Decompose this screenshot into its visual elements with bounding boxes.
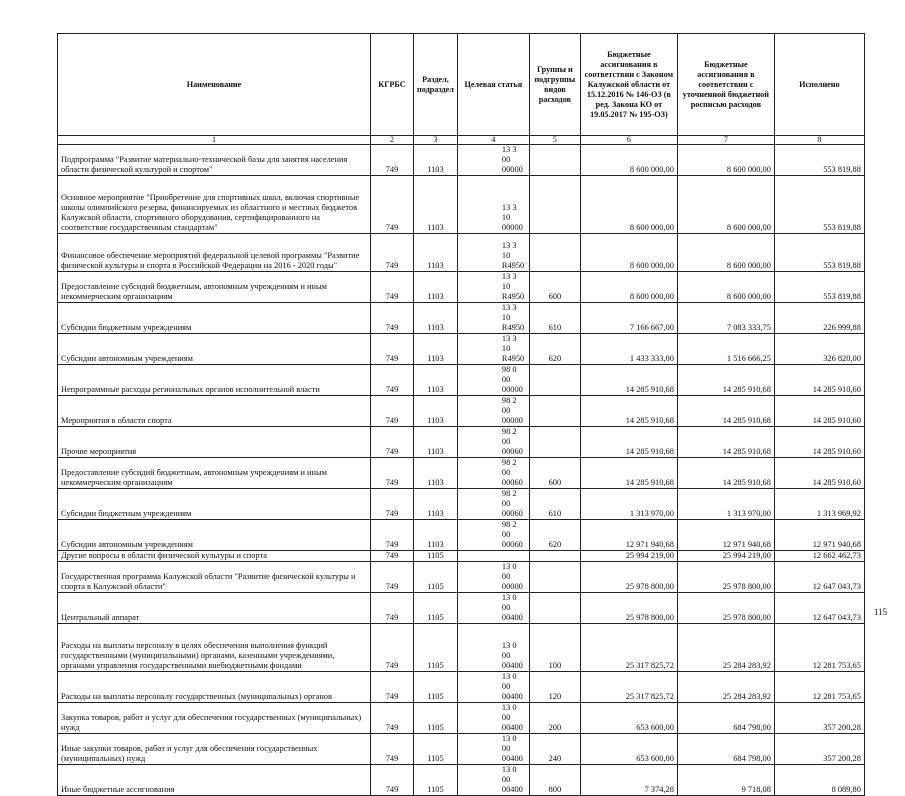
row-kgrbs: 749 <box>371 427 414 458</box>
row-section: 1105 <box>414 765 458 796</box>
table-row <box>58 562 865 593</box>
row-executed: 12 281 753,65 <box>774 672 864 703</box>
row-updated-allocation: 9 718,08 <box>677 765 774 796</box>
row-section: 1103 <box>414 458 458 489</box>
row-target: 98 2 00 00060 <box>457 489 529 520</box>
row-group: 100 <box>529 624 580 672</box>
column-number-row <box>58 136 865 145</box>
row-updated-allocation: 8 600 000,00 <box>677 234 774 272</box>
row-section: 1103 <box>414 520 458 551</box>
row-section: 1103 <box>414 396 458 427</box>
row-name: Мероприятия в области спорта <box>58 396 371 427</box>
row-updated-allocation: 14 285 910,68 <box>677 365 774 396</box>
row-target: 98 2 00 00060 <box>457 520 529 551</box>
row-target: 98 2 00 00060 <box>457 427 529 458</box>
row-name: Предоставление субсидий бюджетным, автономным учреждениям и иным некоммерческим организациям <box>58 272 371 303</box>
row-law-allocation: 1 313 970,00 <box>580 489 677 520</box>
row-group <box>529 145 580 176</box>
row-group: 200 <box>529 703 580 734</box>
row-updated-allocation: 1 313 970,00 <box>677 489 774 520</box>
row-law-allocation: 25 978 800,00 <box>580 593 677 624</box>
row-kgrbs: 749 <box>371 365 414 396</box>
row-target: 13 0 00 00400 <box>457 734 529 765</box>
row-law-allocation: 8 600 000,00 <box>580 145 677 176</box>
row-target <box>457 551 529 562</box>
row-group <box>529 562 580 593</box>
row-section: 1103 <box>414 272 458 303</box>
row-name: Основное мероприятие "Приобретение для спортивных школ, включая спортивные школы олимпийского резерва, финансируемых из областного и местных бюджетов Калужской области, спортивного оборудования, сертифицированного на соответствие государственным стандартам" <box>58 176 371 234</box>
table-row <box>58 145 865 176</box>
table-row <box>58 765 865 796</box>
row-target: 98 2 00 00060 <box>457 458 529 489</box>
row-kgrbs: 749 <box>371 176 414 234</box>
row-target: 13 3 10 R4950 <box>457 272 529 303</box>
row-law-allocation: 25 994 219,00 <box>580 551 677 562</box>
row-section: 1103 <box>414 489 458 520</box>
row-updated-allocation: 25 284 283,92 <box>677 624 774 672</box>
row-kgrbs: 749 <box>371 765 414 796</box>
row-kgrbs: 749 <box>371 624 414 672</box>
row-kgrbs: 749 <box>371 272 414 303</box>
table-row <box>58 458 865 489</box>
row-law-allocation: 7 374,28 <box>580 765 677 796</box>
row-section: 1103 <box>414 303 458 334</box>
row-target: 13 0 00 00400 <box>457 703 529 734</box>
row-name: Расходы на выплаты персоналу в целях обеспечения выполнения функций государственными (муниципальными) органами, казенными учреждениями, органами управления государственными внебюджетными фондами <box>58 624 371 672</box>
row-law-allocation: 1 433 333,00 <box>580 334 677 365</box>
row-kgrbs: 749 <box>371 458 414 489</box>
row-kgrbs: 749 <box>371 703 414 734</box>
row-section: 1103 <box>414 145 458 176</box>
table-row <box>58 703 865 734</box>
column-number: 4 <box>457 136 529 145</box>
row-updated-allocation: 684 798,00 <box>677 703 774 734</box>
row-target: 13 0 00 00000 <box>457 562 529 593</box>
column-number: 1 <box>58 136 371 145</box>
page-number: 115 <box>873 607 887 617</box>
row-group: 240 <box>529 734 580 765</box>
row-group: 120 <box>529 672 580 703</box>
row-group <box>529 551 580 562</box>
row-name: Закупка товаров, работ и услуг для обеспечения государственных (муниципальных) нужд <box>58 703 371 734</box>
header-kgrbs: КГРБС <box>371 34 414 136</box>
row-executed: 357 200,28 <box>774 734 864 765</box>
row-target: 98 2 00 00000 <box>457 396 529 427</box>
row-group: 620 <box>529 334 580 365</box>
row-law-allocation: 14 285 910,68 <box>580 396 677 427</box>
row-updated-allocation: 14 285 910,68 <box>677 396 774 427</box>
row-executed: 14 285 910,60 <box>774 458 864 489</box>
header-target: Целевая статья <box>457 34 529 136</box>
row-section: 1103 <box>414 365 458 396</box>
row-name: Субсидии бюджетным учреждениям <box>58 489 371 520</box>
row-target: 13 0 00 00400 <box>457 672 529 703</box>
row-updated-allocation: 1 516 666,25 <box>677 334 774 365</box>
row-updated-allocation: 8 600 000,00 <box>677 176 774 234</box>
row-name: Государственная программа Калужской области "Развитие физической культуры и спорта в Калужской области" <box>58 562 371 593</box>
row-kgrbs: 749 <box>371 303 414 334</box>
row-kgrbs: 749 <box>371 489 414 520</box>
row-group <box>529 593 580 624</box>
header-executed: Исполнено <box>774 34 864 136</box>
row-target: 13 3 10 00000 <box>457 176 529 234</box>
header-row <box>58 34 865 136</box>
header-updated-allocations: Бюджетные ассигнования в соответствии с уточненной бюджетной росписью расходов <box>677 34 774 136</box>
table-row <box>58 176 865 234</box>
row-law-allocation: 12 971 940,68 <box>580 520 677 551</box>
row-law-allocation: 25 978 800,00 <box>580 562 677 593</box>
row-group <box>529 396 580 427</box>
row-updated-allocation: 12 971 940,68 <box>677 520 774 551</box>
row-law-allocation: 8 600 000,00 <box>580 272 677 303</box>
row-section: 1103 <box>414 334 458 365</box>
row-kgrbs: 749 <box>371 334 414 365</box>
table-row <box>58 365 865 396</box>
table-row <box>58 624 865 672</box>
row-group <box>529 427 580 458</box>
row-target: 98 0 00 00000 <box>457 365 529 396</box>
row-updated-allocation: 25 994 219,00 <box>677 551 774 562</box>
row-name: Непрограммные расходы региональных органов исполнительной власти <box>58 365 371 396</box>
row-executed: 14 285 910,60 <box>774 396 864 427</box>
row-executed: 226 999,88 <box>774 303 864 334</box>
row-name: Иные бюджетные ассигнования <box>58 765 371 796</box>
row-name: Прочие мероприятия <box>58 427 371 458</box>
row-executed: 8 089,80 <box>774 765 864 796</box>
row-group <box>529 234 580 272</box>
header-name: Наименование <box>58 34 371 136</box>
table-row <box>58 303 865 334</box>
row-name: Финансовое обеспечение мероприятий федеральной целевой программы "Развитие физической культуры и спорта в Российской Федерации на 2016 - 2020 годы" <box>58 234 371 272</box>
row-kgrbs: 749 <box>371 734 414 765</box>
table-row <box>58 234 865 272</box>
table-row <box>58 551 865 562</box>
column-number: 6 <box>580 136 677 145</box>
table-row <box>58 672 865 703</box>
row-updated-allocation: 25 284 283,92 <box>677 672 774 703</box>
row-executed: 553 819,88 <box>774 234 864 272</box>
row-section: 1105 <box>414 551 458 562</box>
row-group: 620 <box>529 520 580 551</box>
row-kgrbs: 749 <box>371 551 414 562</box>
row-name: Субсидии автономным учреждениям <box>58 334 371 365</box>
row-group: 610 <box>529 303 580 334</box>
budget-table <box>57 33 865 796</box>
row-executed: 553 819,88 <box>774 145 864 176</box>
row-target: 13 3 10 R4950 <box>457 334 529 365</box>
table-row <box>58 593 865 624</box>
row-law-allocation: 25 317 825,72 <box>580 624 677 672</box>
row-section: 1105 <box>414 672 458 703</box>
row-kgrbs: 749 <box>371 234 414 272</box>
row-executed: 12 281 753,65 <box>774 624 864 672</box>
row-law-allocation: 8 600 000,00 <box>580 234 677 272</box>
row-updated-allocation: 14 285 910,68 <box>677 427 774 458</box>
row-executed: 14 285 910,60 <box>774 427 864 458</box>
row-executed: 12 647 043,73 <box>774 562 864 593</box>
row-executed: 326 820,00 <box>774 334 864 365</box>
row-law-allocation: 14 285 910,68 <box>580 365 677 396</box>
row-kgrbs: 749 <box>371 562 414 593</box>
row-executed: 12 662 462,73 <box>774 551 864 562</box>
row-updated-allocation: 14 285 910,68 <box>677 458 774 489</box>
row-target: 13 3 10 R4950 <box>457 234 529 272</box>
column-number: 8 <box>774 136 864 145</box>
row-name: Центральный аппарат <box>58 593 371 624</box>
row-executed: 553 819,88 <box>774 176 864 234</box>
row-executed: 1 313 969,92 <box>774 489 864 520</box>
row-target: 13 0 00 00400 <box>457 593 529 624</box>
row-section: 1105 <box>414 562 458 593</box>
row-updated-allocation: 25 978 800,00 <box>677 593 774 624</box>
row-kgrbs: 749 <box>371 145 414 176</box>
row-law-allocation: 8 600 000,00 <box>580 176 677 234</box>
row-group: 600 <box>529 458 580 489</box>
table-row <box>58 427 865 458</box>
row-updated-allocation: 8 600 000,00 <box>677 145 774 176</box>
row-section: 1105 <box>414 624 458 672</box>
row-kgrbs: 749 <box>371 672 414 703</box>
row-updated-allocation: 7 083 333,75 <box>677 303 774 334</box>
row-group: 800 <box>529 765 580 796</box>
row-section: 1103 <box>414 234 458 272</box>
header-law-allocations: Бюджетные ассигнования в соответствии с Законом Калужской области от 15.12.2016 № 146-ОЗ (в ред. Закона КО от 19.05.2017 № 195-ОЗ) <box>580 34 677 136</box>
row-section: 1103 <box>414 427 458 458</box>
row-section: 1103 <box>414 176 458 234</box>
row-law-allocation: 653 600,00 <box>580 703 677 734</box>
row-target: 13 0 00 00400 <box>457 624 529 672</box>
row-updated-allocation: 25 978 800,00 <box>677 562 774 593</box>
row-law-allocation: 7 166 667,00 <box>580 303 677 334</box>
row-kgrbs: 749 <box>371 593 414 624</box>
row-kgrbs: 749 <box>371 396 414 427</box>
row-name: Субсидии автономным учреждениям <box>58 520 371 551</box>
column-number: 2 <box>371 136 414 145</box>
column-number: 7 <box>677 136 774 145</box>
header-groups: Группы и подгруппы видов расходов <box>529 34 580 136</box>
row-law-allocation: 14 285 910,68 <box>580 427 677 458</box>
row-executed: 12 971 940,68 <box>774 520 864 551</box>
row-group: 600 <box>529 272 580 303</box>
row-section: 1105 <box>414 593 458 624</box>
row-name: Расходы на выплаты персоналу государственных (муниципальных) органов <box>58 672 371 703</box>
row-executed: 357 200,28 <box>774 703 864 734</box>
row-name: Подпрограмма "Развитие материально-технической базы для занятия населения области физической культурой и спортом" <box>58 145 371 176</box>
row-target: 13 3 10 R4950 <box>457 303 529 334</box>
row-name: Предоставление субсидий бюджетным, автономным учреждениям и иным некоммерческим организациям <box>58 458 371 489</box>
row-kgrbs: 749 <box>371 520 414 551</box>
row-executed: 12 647 043,73 <box>774 593 864 624</box>
row-group <box>529 365 580 396</box>
row-law-allocation: 25 317 825,72 <box>580 672 677 703</box>
table-row <box>58 489 865 520</box>
column-number: 3 <box>414 136 458 145</box>
row-group: 610 <box>529 489 580 520</box>
row-updated-allocation: 684 798,00 <box>677 734 774 765</box>
column-number: 5 <box>529 136 580 145</box>
table-row <box>58 396 865 427</box>
table-row <box>58 520 865 551</box>
row-target: 13 3 00 00000 <box>457 145 529 176</box>
row-name: Субсидии бюджетным учреждениям <box>58 303 371 334</box>
row-law-allocation: 653 600,00 <box>580 734 677 765</box>
row-name: Иные закупки товаров, работ и услуг для обеспечения государственных (муниципальных) нужд <box>58 734 371 765</box>
row-law-allocation: 14 285 910,68 <box>580 458 677 489</box>
row-section: 1105 <box>414 734 458 765</box>
row-executed: 553 819,88 <box>774 272 864 303</box>
table-row <box>58 734 865 765</box>
table-row <box>58 334 865 365</box>
header-section: Раздел, подраздел <box>414 34 458 136</box>
table-row <box>58 272 865 303</box>
row-section: 1105 <box>414 703 458 734</box>
row-target: 13 0 00 00400 <box>457 765 529 796</box>
row-group <box>529 176 580 234</box>
row-updated-allocation: 8 600 000,00 <box>677 272 774 303</box>
row-name: Другие вопросы в области физической культуры и спорта <box>58 551 371 562</box>
row-executed: 14 285 910,60 <box>774 365 864 396</box>
